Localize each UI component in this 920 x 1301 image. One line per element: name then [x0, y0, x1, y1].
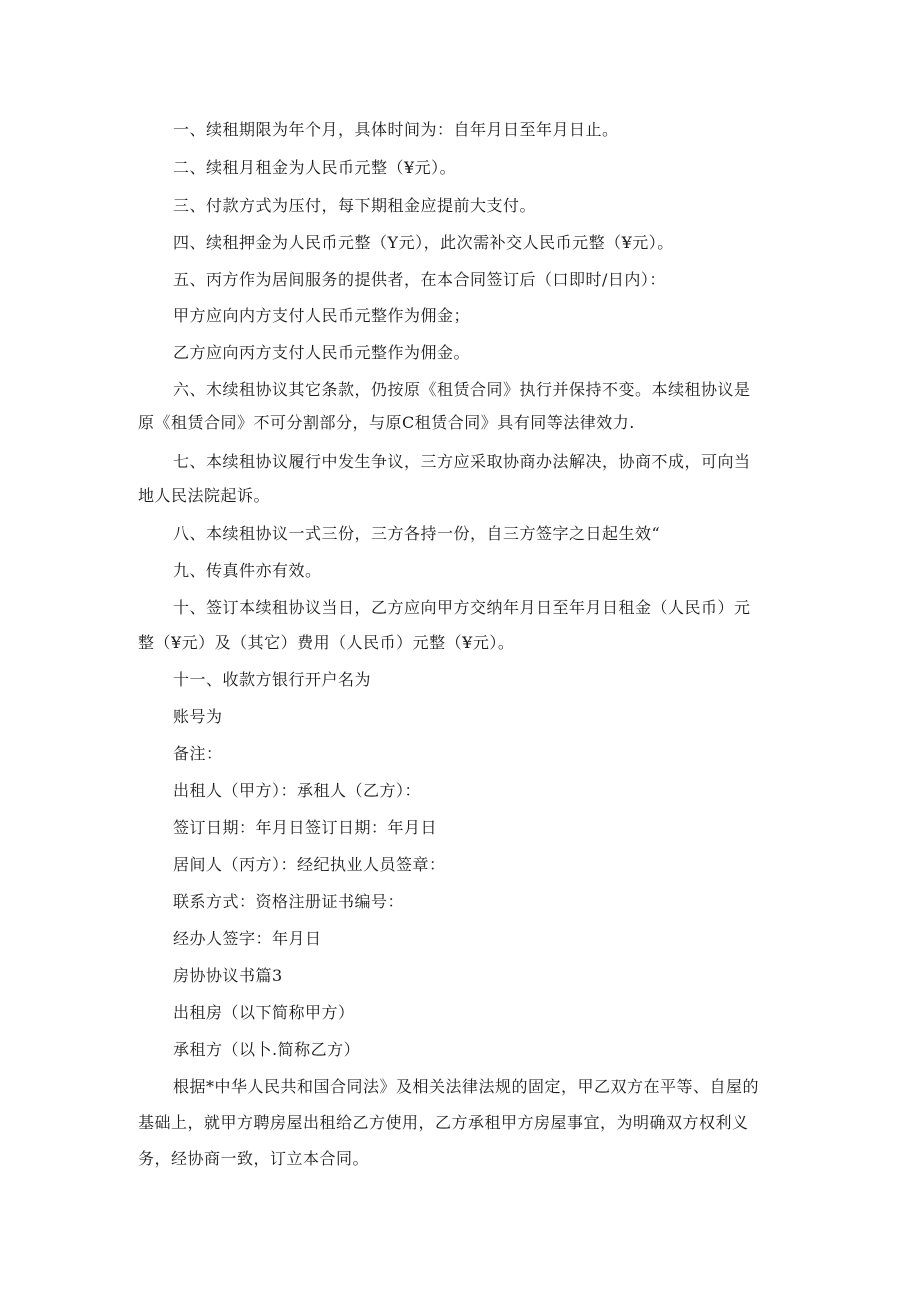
clause-6-line-1: 六、木续租协议其它条款，仍按原《租赁合同》执行并保持不变。本续租协议是	[173, 380, 751, 399]
handler-signature: 经办人签字：年月日	[173, 929, 322, 948]
preamble-line-2: 基础上，就甲方聘房屋出租给乙方使用，乙方承租甲方房屋事宜，为明确双方权利义	[138, 1113, 749, 1132]
preamble-line-3: 务，经协商一致，订立本合同。	[138, 1149, 370, 1168]
lessee-party: 承租方（以卜.简称乙方）	[173, 1040, 361, 1059]
clause-3: 三、付款方式为压付，每下期租金应提前大支付。	[173, 196, 537, 215]
clause-4: 四、续租押金为人民币元整（Y元），此次需补交人民币元整（¥元）。	[173, 233, 674, 252]
clause-2: 二、续租月租金为人民币元整（¥元）。	[173, 158, 457, 177]
clause-9: 九、传真件亦有效。	[173, 561, 322, 580]
clause-7-line-1: 七、本续租协议履行中发生争议，三方应采取协商办法解决，协商不成，可向当	[173, 452, 751, 471]
clause-8: 八、本续租协议一式三份，三方各持一份，自三方签字之日起生效“	[173, 524, 661, 543]
clause-5: 五、丙方作为居间服务的提供者，在本合同签订后（口即时/日内）：	[173, 270, 666, 289]
remarks-label: 备注：	[173, 744, 223, 763]
commission-party-a: 甲方应向内方支付人民币元整作为佣金；	[173, 306, 471, 325]
clause-1: 一、续租期限为年个月，具体时间为：自年月日至年月日止。	[173, 120, 619, 139]
lessor-lessee-signature: 出租人（甲方）：承租人（乙方）：	[173, 781, 422, 800]
contact-info: 联系方式：资格注册证书编号：	[173, 892, 405, 911]
signing-dates: 签订日期：年月日签订日期：年月日	[173, 818, 438, 837]
intermediary-signature: 居间人（丙方）：经纪执业人员签章：	[173, 855, 446, 874]
commission-party-b: 乙方应向丙方支付人民币元整作为佣金。	[173, 343, 471, 362]
clause-7-line-2: 地人民法院起诉。	[138, 486, 271, 505]
clause-10-line-2: 整（¥元）及（其它）费用（人民币）元整（¥元）。	[138, 633, 515, 652]
clause-11: 十一、收款方银行开户名为	[173, 670, 372, 689]
account-number-label: 账号为	[173, 707, 223, 726]
lessor-party: 出租房（以下简称甲方）	[173, 1003, 355, 1022]
clause-10-line-1: 十、签订本续租协议当日，乙方应向甲方交纳年月日至年月日租金（人民币）元	[173, 598, 751, 617]
preamble-line-1: 根据*中华人民共和国合同法》及相关法律法规的固定，甲乙双方在平等、自屋的	[173, 1077, 760, 1096]
section-heading: 房协协议书篇3	[173, 966, 283, 985]
clause-6-line-2: 原《租赁合同》不可分割部分，与原C租赁合同》具有同等法律效力.	[138, 413, 635, 432]
